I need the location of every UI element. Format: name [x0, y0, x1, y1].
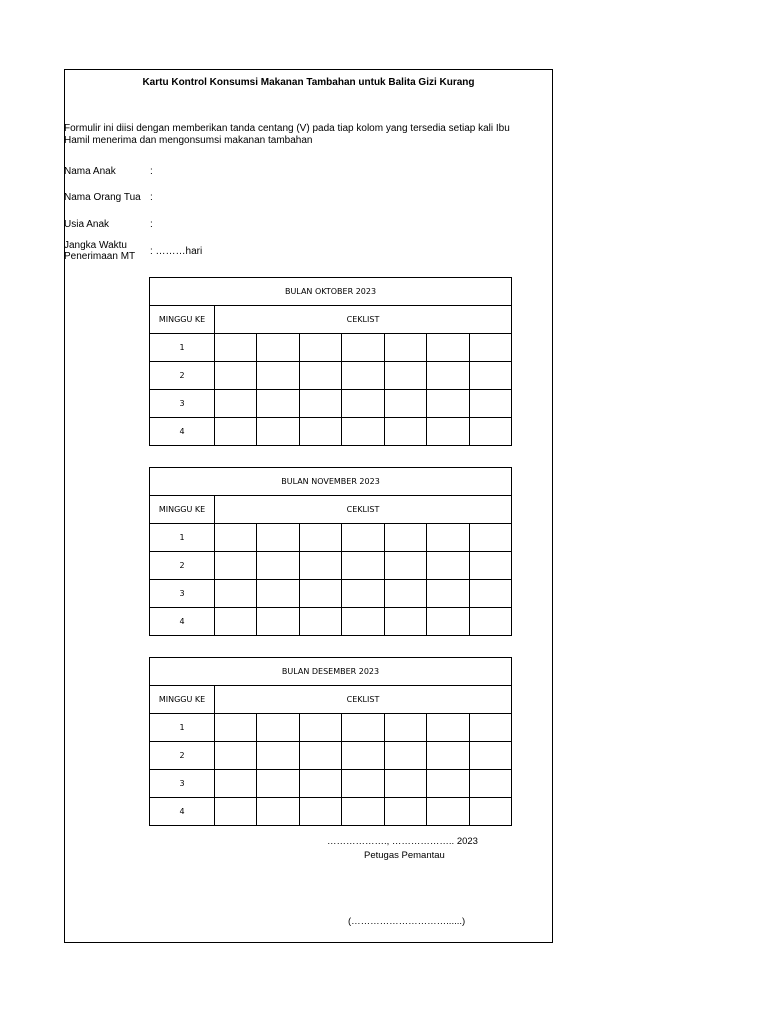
week-number: 1: [150, 524, 215, 552]
week-number: 3: [150, 580, 215, 608]
week-number: 4: [150, 418, 215, 446]
check-cell[interactable]: [257, 390, 299, 418]
check-cell[interactable]: [342, 552, 384, 580]
check-cell[interactable]: [342, 524, 384, 552]
field-label-jangka-waktu: Jangka Waktu Penerimaan MT: [64, 240, 136, 262]
check-cell[interactable]: [427, 798, 469, 826]
check-cell[interactable]: [427, 390, 469, 418]
check-cell[interactable]: [384, 552, 426, 580]
field-label-nama-anak: Nama Anak: [64, 166, 116, 177]
check-cell[interactable]: [469, 580, 511, 608]
month-header: BULAN OKTOBER 2023: [150, 278, 512, 306]
check-cell[interactable]: [469, 334, 511, 362]
check-cell[interactable]: [427, 770, 469, 798]
check-cell[interactable]: [342, 362, 384, 390]
check-cell[interactable]: [215, 418, 257, 446]
week-number: 3: [150, 770, 215, 798]
check-cell[interactable]: [257, 334, 299, 362]
table-row: [150, 418, 512, 446]
instruction-text: Formulir ini diisi dengan memberikan tanda centang (V) pada tiap kolom yang tersedia setiap kali Ibu Hamil menerima dan mengonsumsi makanan tambahan: [64, 123, 510, 146]
month-header: BULAN DESEMBER 2023: [150, 658, 512, 686]
check-cell[interactable]: [384, 714, 426, 742]
document-title: Kartu Kontrol Konsumsi Makanan Tambahan untuk Balita Gizi Kurang: [142, 77, 475, 88]
week-header: MINGGU KE: [150, 686, 215, 714]
field-value-usia-anak: :: [150, 219, 153, 230]
check-cell[interactable]: [342, 770, 384, 798]
check-cell[interactable]: [427, 552, 469, 580]
check-cell[interactable]: [215, 362, 257, 390]
check-cell[interactable]: [469, 714, 511, 742]
check-cell[interactable]: [215, 390, 257, 418]
check-cell[interactable]: [342, 580, 384, 608]
table-row: [150, 714, 512, 742]
check-cell[interactable]: [257, 580, 299, 608]
check-cell[interactable]: [257, 798, 299, 826]
signature-line: (…………………………......): [348, 916, 466, 927]
field-label-nama-orang-tua: Nama Orang Tua: [64, 192, 141, 203]
check-cell[interactable]: [384, 390, 426, 418]
check-cell[interactable]: [469, 608, 511, 636]
week-number: 1: [150, 714, 215, 742]
check-cell[interactable]: [215, 714, 257, 742]
check-cell[interactable]: [299, 714, 341, 742]
check-cell[interactable]: [299, 390, 341, 418]
check-cell[interactable]: [299, 742, 341, 770]
check-cell[interactable]: [257, 552, 299, 580]
check-cell[interactable]: [427, 524, 469, 552]
check-cell[interactable]: [299, 798, 341, 826]
field-value-jangka-waktu: : ………hari: [150, 246, 203, 257]
field-value-nama-orang-tua: :: [150, 192, 153, 203]
check-cell[interactable]: [469, 524, 511, 552]
check-cell[interactable]: [427, 742, 469, 770]
check-cell[interactable]: [299, 362, 341, 390]
month-header: BULAN NOVEMBER 2023: [150, 468, 512, 496]
check-cell[interactable]: [215, 580, 257, 608]
check-cell[interactable]: [427, 362, 469, 390]
week-header: MINGGU KE: [150, 496, 215, 524]
table-row: [150, 580, 512, 608]
check-cell[interactable]: [342, 742, 384, 770]
check-cell[interactable]: [384, 608, 426, 636]
check-cell[interactable]: [215, 742, 257, 770]
week-number: 1: [150, 334, 215, 362]
check-cell[interactable]: [427, 714, 469, 742]
table-row: [150, 770, 512, 798]
check-cell[interactable]: [427, 418, 469, 446]
check-cell[interactable]: [469, 552, 511, 580]
week-number: 2: [150, 362, 215, 390]
check-cell[interactable]: [215, 770, 257, 798]
week-number: 2: [150, 552, 215, 580]
table-row: [150, 362, 512, 390]
check-cell[interactable]: [384, 524, 426, 552]
check-cell[interactable]: [299, 770, 341, 798]
check-cell[interactable]: [299, 334, 341, 362]
checklist-header: CEKLIST: [215, 496, 512, 524]
table-row: [150, 524, 512, 552]
check-cell[interactable]: [299, 608, 341, 636]
table-row: [150, 798, 512, 826]
check-cell[interactable]: [342, 418, 384, 446]
table-row: [150, 334, 512, 362]
check-cell[interactable]: [342, 334, 384, 362]
check-cell[interactable]: [215, 608, 257, 636]
check-cell[interactable]: [257, 608, 299, 636]
checklist-table-oktober: [149, 277, 512, 446]
check-cell[interactable]: [469, 362, 511, 390]
checklist-header: CEKLIST: [215, 686, 512, 714]
check-cell[interactable]: [469, 390, 511, 418]
check-cell[interactable]: [215, 524, 257, 552]
table-row: [150, 390, 512, 418]
check-cell[interactable]: [257, 418, 299, 446]
week-header: MINGGU KE: [150, 306, 215, 334]
check-cell[interactable]: [299, 552, 341, 580]
table-row: [150, 552, 512, 580]
check-cell[interactable]: [257, 714, 299, 742]
checklist-header: CEKLIST: [215, 306, 512, 334]
check-cell[interactable]: [427, 608, 469, 636]
check-cell[interactable]: [384, 334, 426, 362]
check-cell[interactable]: [384, 362, 426, 390]
checklist-table-november: [149, 467, 512, 636]
check-cell[interactable]: [469, 798, 511, 826]
check-cell[interactable]: [469, 742, 511, 770]
check-cell[interactable]: [384, 418, 426, 446]
checklist-table-desember: [149, 657, 512, 826]
week-number: 2: [150, 742, 215, 770]
check-cell[interactable]: [384, 580, 426, 608]
check-cell[interactable]: [299, 524, 341, 552]
week-number: 4: [150, 608, 215, 636]
check-cell[interactable]: [427, 580, 469, 608]
check-cell[interactable]: [299, 418, 341, 446]
check-cell[interactable]: [469, 770, 511, 798]
check-cell[interactable]: [384, 770, 426, 798]
check-cell[interactable]: [257, 770, 299, 798]
check-cell[interactable]: [299, 580, 341, 608]
check-cell[interactable]: [257, 524, 299, 552]
table-row: [150, 742, 512, 770]
field-label-usia-anak: Usia Anak: [64, 219, 110, 230]
table-row: [150, 608, 512, 636]
week-number: 4: [150, 798, 215, 826]
check-cell[interactable]: [215, 552, 257, 580]
officer-label: Petugas Pemantau: [364, 850, 445, 861]
check-cell[interactable]: [342, 608, 384, 636]
check-cell[interactable]: [215, 798, 257, 826]
check-cell[interactable]: [427, 334, 469, 362]
check-cell[interactable]: [342, 390, 384, 418]
field-value-nama-anak: :: [150, 166, 153, 177]
check-cell[interactable]: [342, 714, 384, 742]
check-cell[interactable]: [342, 798, 384, 826]
check-cell[interactable]: [384, 798, 426, 826]
check-cell[interactable]: [257, 362, 299, 390]
week-number: 3: [150, 390, 215, 418]
check-cell[interactable]: [384, 742, 426, 770]
check-cell[interactable]: [469, 418, 511, 446]
check-cell[interactable]: [215, 334, 257, 362]
check-cell[interactable]: [257, 742, 299, 770]
date-line: ………………., ……………….. 2023: [327, 836, 478, 847]
